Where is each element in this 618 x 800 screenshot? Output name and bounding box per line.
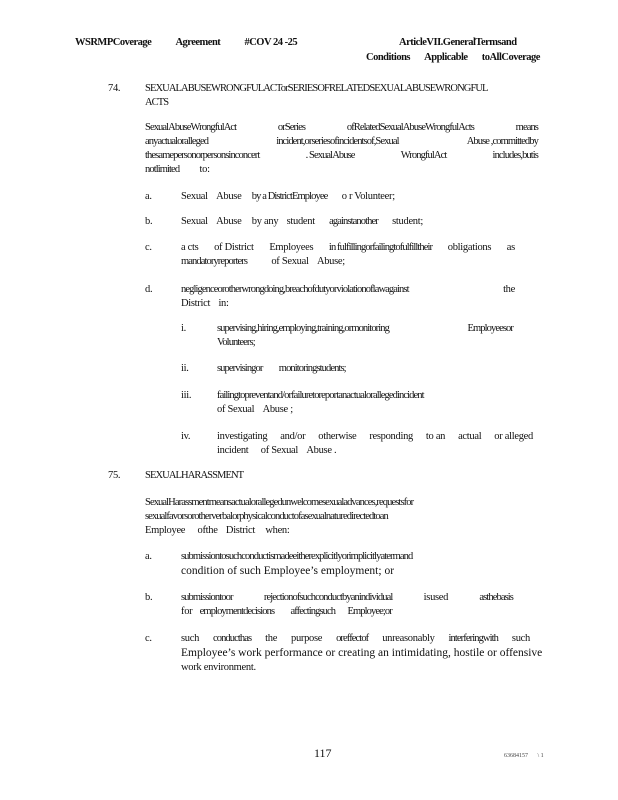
intro-text: incident,orseriesofincidentsof,Sexual <box>276 136 399 147</box>
intro-text: notlimited <box>145 164 180 175</box>
item-text: or alleged <box>494 431 533 442</box>
intro-text: to: <box>199 164 210 175</box>
item-line: Employee’s work performance or creating an intimidating, hostile or offensive <box>181 647 543 659</box>
list-item-74c <box>181 241 515 269</box>
intro-line <box>145 163 538 177</box>
item-text: affectingsuch <box>290 606 336 617</box>
sub-item-i <box>217 322 513 350</box>
item-line: condition of such Employee’s employment; or <box>181 565 395 577</box>
header-right-part-c: toAllCoverage <box>481 52 540 63</box>
sub-item-iv <box>217 430 533 458</box>
section-74-title <box>145 82 488 110</box>
item-text: in fulfillingorfailingtofulfilltheir <box>328 242 433 253</box>
item-text: Sexual <box>181 216 208 227</box>
section-75-title: SEXUALHARASSMENT <box>145 470 244 481</box>
item-text: responding <box>369 431 413 442</box>
intro-text: thesamepersonorpersonsinconcert <box>145 150 260 161</box>
item-text: of District <box>214 242 254 253</box>
item-line <box>217 403 424 417</box>
sub-item-iii-label: iii. <box>181 390 192 401</box>
item-line <box>181 283 515 297</box>
document-code-text: 63684157 <box>504 753 528 759</box>
item-text: supervising,hiring,employing,training,ormonitoring <box>217 323 389 334</box>
item-text: unreasonably <box>382 633 435 644</box>
section-75-number: 75. <box>108 470 121 481</box>
document-code <box>504 753 544 759</box>
item-text: to an <box>425 431 446 442</box>
list-item-75b <box>181 591 513 619</box>
section-74-title-line1: SEXUALABUSEWRONGFULACTorSERIESOFRELATEDSEXUALABUSEWRONGFUL <box>145 83 488 94</box>
item-line <box>181 241 515 255</box>
item-line <box>217 430 533 444</box>
item-line <box>181 297 515 311</box>
item-text: mandatoryreporters <box>181 256 248 267</box>
item-text: of Sexual <box>217 404 255 415</box>
header-right-line1: ArticleVII.GeneralTermsand <box>399 37 517 48</box>
sub-item-iv-label: iv. <box>181 431 191 442</box>
header-program: WSRMPCoverage <box>75 37 152 48</box>
item-text: the <box>265 633 278 644</box>
intro-text: . SexualAbuse <box>305 150 355 161</box>
item-text: Abuse ; <box>262 404 293 415</box>
list-item-75c-label: c. <box>145 633 152 644</box>
list-item-74b-label: b. <box>145 216 153 227</box>
item-text: Employees <box>269 242 314 253</box>
item-line <box>181 605 513 619</box>
list-item-75b-label: b. <box>145 592 153 603</box>
list-item-75a-label: a. <box>145 551 152 562</box>
item-text: supervisingor <box>217 363 263 374</box>
list-item-74b <box>181 215 423 229</box>
item-text: a cts <box>181 242 199 253</box>
item-text: oreffectof <box>336 633 369 644</box>
item-text: investigating <box>217 431 268 442</box>
list-item-74d <box>181 283 515 311</box>
list-item-75c <box>181 632 542 675</box>
item-text: Employeesor <box>467 323 513 334</box>
item-text: employmentdecisions <box>199 606 275 617</box>
item-text: as <box>506 242 515 253</box>
item-line <box>181 591 513 605</box>
item-line <box>217 444 533 458</box>
item-text: of Sexual <box>260 445 299 456</box>
item-text: and/or <box>280 431 306 442</box>
item-text: Volunteers; <box>217 337 255 348</box>
item-text: by a DistrictEmployee <box>251 191 328 202</box>
item-text: such <box>181 633 200 644</box>
item-text: failingtopreventand/orfailuretoreportanactualorallegedincident <box>217 390 424 401</box>
item-text: negligenceorotherwrongdoing,breachofdutyorviolationoflawagainst <box>181 284 409 295</box>
sub-item-ii <box>217 362 346 376</box>
list-item-74a <box>181 190 395 204</box>
intro-text: Employee <box>145 525 186 536</box>
section-75-intro <box>145 496 413 538</box>
header-agreement: Agreement <box>175 37 221 48</box>
intro-text: anyactualoralleged <box>145 136 209 147</box>
item-text: District <box>181 298 211 309</box>
sub-item-iii <box>217 389 424 417</box>
section-74-number: 74. <box>108 83 121 94</box>
item-text: such <box>511 633 530 644</box>
item-text: obligations <box>447 242 492 253</box>
item-line <box>181 550 412 564</box>
sub-item-i-label: i. <box>181 323 186 334</box>
item-line <box>217 389 424 403</box>
item-text: actual <box>458 431 482 442</box>
item-text: Abuse <box>216 191 242 202</box>
item-line <box>217 336 513 350</box>
list-item-75a <box>181 550 412 579</box>
item-text: Employee;or <box>347 606 392 617</box>
sub-item-ii-label: ii. <box>181 363 189 374</box>
intro-text: includes,butis <box>492 150 538 161</box>
item-line <box>181 632 530 646</box>
item-line: work environment. <box>181 662 256 673</box>
intro-line <box>145 510 413 524</box>
intro-text: when: <box>265 525 290 536</box>
intro-text: Abuse ,committedby <box>466 136 538 147</box>
item-text: o r Volunteer; <box>341 191 395 202</box>
item-text: Sexual <box>181 191 208 202</box>
intro-text: sexualfavorsorotherverbalorphysicalconductofasexualnaturedirectedtoan <box>145 511 388 522</box>
intro-text: ofthe <box>197 525 218 536</box>
section-74-title-line2: ACTS <box>145 97 169 108</box>
item-text: asthebasis <box>479 592 513 603</box>
page-number: 117 <box>314 746 332 760</box>
header-right-line2 <box>366 52 540 63</box>
intro-text: ofRelatedSexualAbuseWrongfulActs <box>346 122 474 133</box>
item-text: student <box>286 216 315 227</box>
item-text: student; <box>392 216 423 227</box>
intro-line <box>145 524 413 538</box>
intro-line <box>145 135 538 149</box>
item-text: the <box>503 284 515 295</box>
intro-line <box>145 149 538 163</box>
item-text: Abuse . <box>306 445 337 456</box>
item-text: incident <box>217 445 249 456</box>
item-text: interferingwith <box>448 633 498 644</box>
item-text: purpose <box>291 633 323 644</box>
list-item-74a-label: a. <box>145 191 152 202</box>
intro-line <box>145 121 538 135</box>
item-text: otherwise <box>318 431 357 442</box>
item-text: Abuse <box>216 216 242 227</box>
intro-text: District <box>225 525 256 536</box>
item-text: by any <box>251 216 279 227</box>
item-text: againstanother <box>329 216 378 227</box>
item-line <box>181 255 515 269</box>
intro-text: WrongfulAct <box>400 150 447 161</box>
item-text: monitoringstudents; <box>278 363 346 374</box>
section-74-intro <box>145 121 538 177</box>
item-text: in: <box>218 298 229 309</box>
header-right-part-a: Conditions <box>366 52 411 63</box>
header-cov: #COV 24 -25 <box>244 37 298 48</box>
intro-text: orSeries <box>277 122 306 133</box>
list-item-74c-label: c. <box>145 242 152 253</box>
item-text: for <box>181 606 193 617</box>
item-text: of Sexual <box>271 256 309 267</box>
intro-line <box>145 496 413 510</box>
intro-text: SexualAbuseWrongfulAct <box>145 122 237 133</box>
item-text: rejectionofsuchconductbyanindividual <box>263 592 393 603</box>
list-item-74d-label: d. <box>145 284 153 295</box>
intro-text: means <box>515 122 538 133</box>
item-text: submissiontoor <box>181 592 233 603</box>
item-text: conducthas <box>212 633 252 644</box>
header-left <box>75 37 297 48</box>
item-line <box>217 322 513 336</box>
item-text: isused <box>423 592 449 603</box>
header-right-part-b: Applicable <box>424 52 468 63</box>
document-version-text: \ 1 <box>537 753 544 759</box>
intro-text: SexualHarassmentmeansactualorallegedunwelcomesexualadvances,requestsfor <box>145 497 414 508</box>
item-text: Abuse; <box>316 256 345 267</box>
item-text: submissiontosuchconductismadeeitherexplicitlyorimplicitlyatermand <box>181 551 413 562</box>
